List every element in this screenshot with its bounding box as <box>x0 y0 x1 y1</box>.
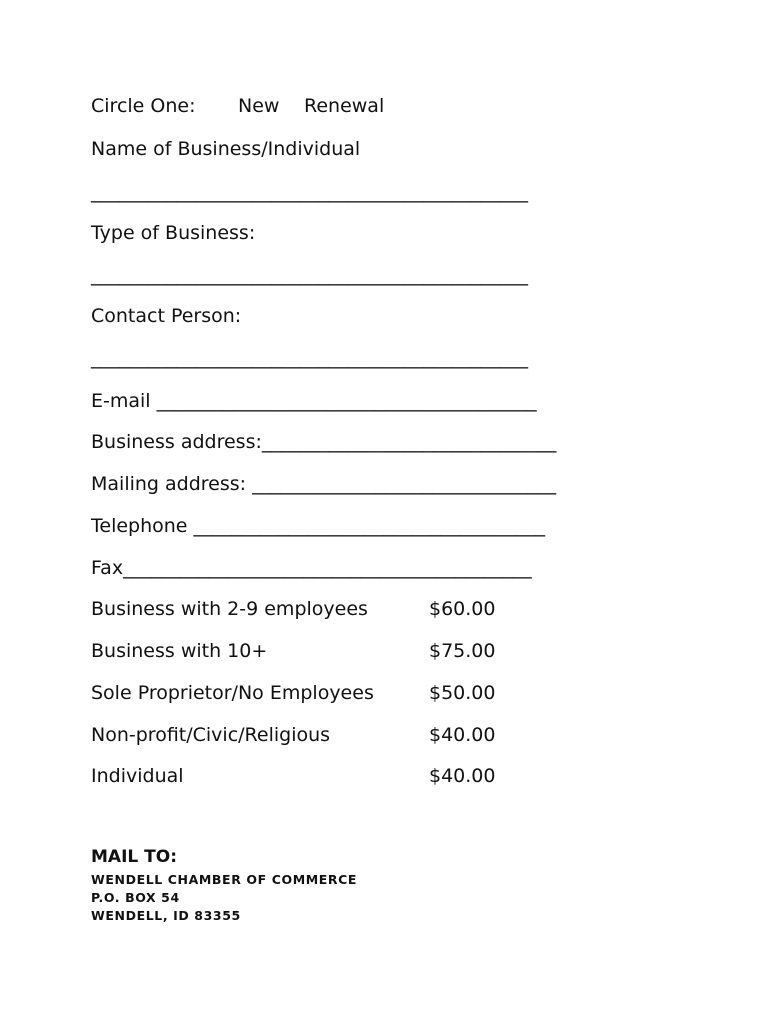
fee-label-sole-proprietor: Sole Proprietor/No Employees <box>91 682 374 704</box>
fee-price-business-10-plus: $75.00 <box>429 640 496 662</box>
telephone-field[interactable]: Telephone _____________________________________ <box>91 515 546 537</box>
mail-address-line-3: WENDELL, ID 83355 <box>91 908 241 923</box>
fee-price-individual: $40.00 <box>429 765 496 787</box>
mail-address-line-1: WENDELL CHAMBER OF COMMERCE <box>91 872 358 887</box>
fee-label-business-10-plus: Business with 10+ <box>91 640 268 662</box>
type-of-business-label: Type of Business: <box>91 222 256 244</box>
fee-price-business-2-9: $60.00 <box>429 598 496 620</box>
circle-one-label: Circle One: <box>91 95 196 117</box>
fee-label-individual: Individual <box>91 765 184 787</box>
fee-label-non-profit: Non-profit/Civic/Religious <box>91 724 331 746</box>
business-address-field[interactable]: Business address:_______________________________ <box>91 431 557 453</box>
contact-person-label: Contact Person: <box>91 305 242 327</box>
type-of-business-field[interactable]: ______________________________________________ <box>91 264 528 286</box>
email-field[interactable]: E-mail ________________________________________ <box>91 390 537 412</box>
option-renewal[interactable]: Renewal <box>304 95 385 117</box>
option-new[interactable]: New <box>238 95 280 117</box>
mail-to-heading: MAIL TO: <box>91 847 177 867</box>
fee-label-business-2-9: Business with 2-9 employees <box>91 598 368 620</box>
fax-field[interactable]: Fax___________________________________________ <box>91 557 532 579</box>
name-of-business-label: Name of Business/Individual <box>91 138 361 160</box>
name-of-business-field[interactable]: ______________________________________________ <box>91 181 528 203</box>
contact-person-field[interactable]: ______________________________________________ <box>91 347 528 369</box>
mailing-address-field[interactable]: Mailing address: ________________________________ <box>91 473 557 495</box>
fee-price-sole-proprietor: $50.00 <box>429 682 496 704</box>
mail-address-line-2: P.O. BOX 54 <box>91 890 180 905</box>
fee-price-non-profit: $40.00 <box>429 724 496 746</box>
